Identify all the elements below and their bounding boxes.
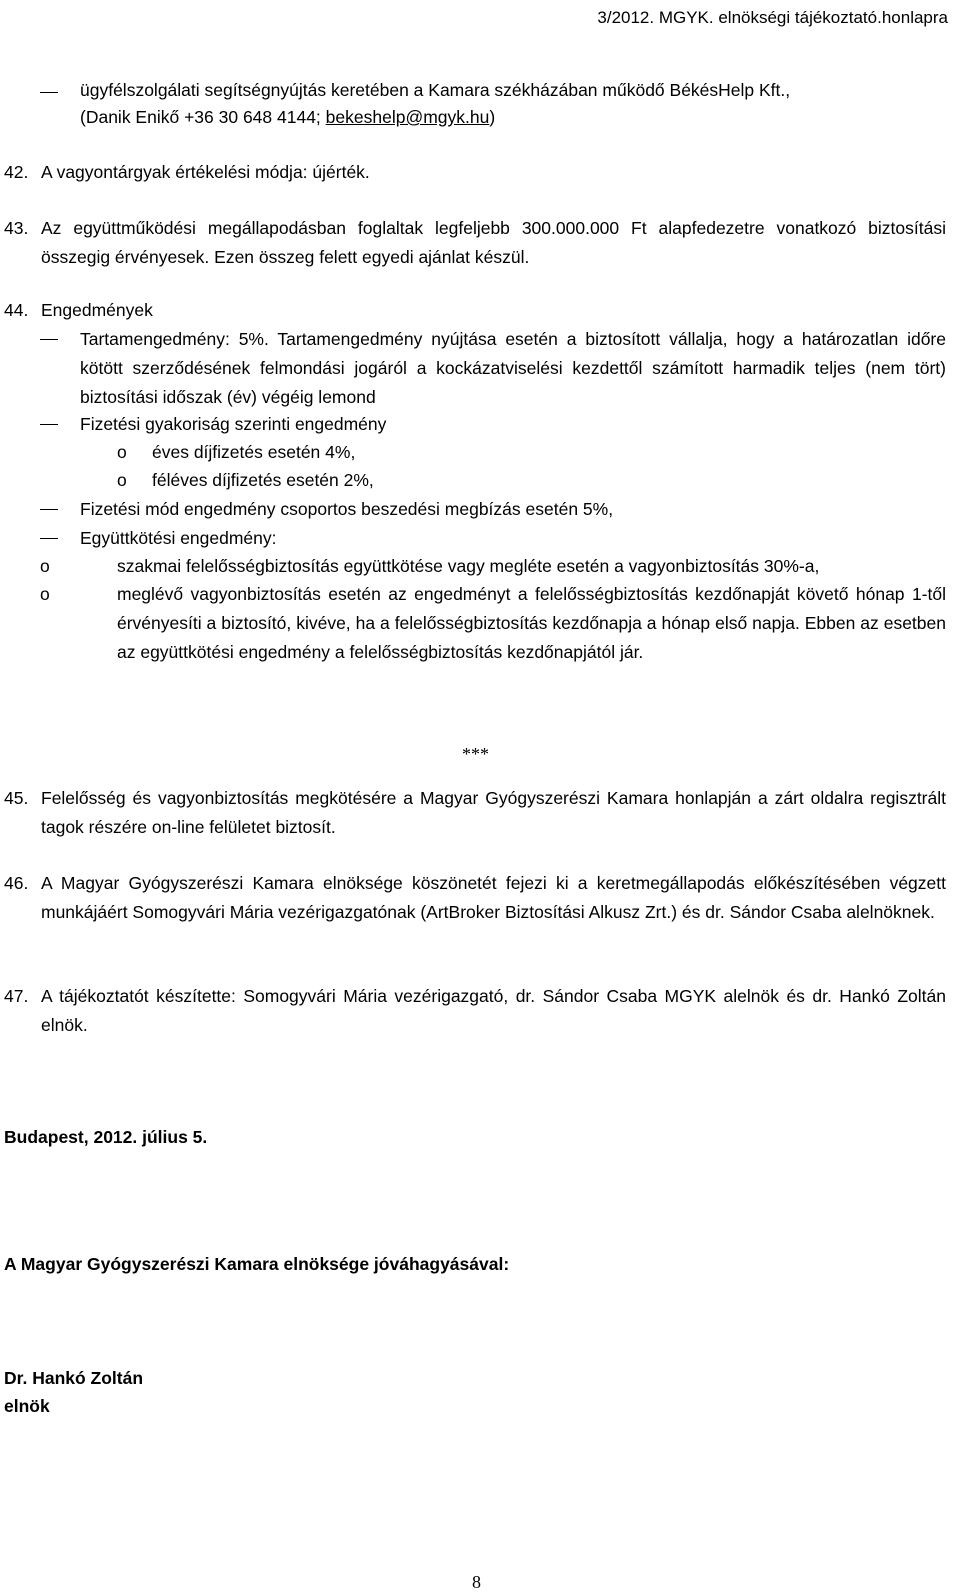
item-47-text: A tájékoztatót készítette: Somogyvári Mária vezérigazgató, dr. Sándor Csaba MGYK alelnök és dr. Hankó Zoltán elnök. bbox=[41, 986, 946, 1035]
item-number-47: 47. bbox=[4, 986, 29, 1006]
item-46-text: A Magyar Gyógyszerészi Kamara elnöksége köszönetét fejezi ki a keretmegállapodás előkészítésében végzett munkájáért Somogyvári Mária vezérigazgatónak (ArtBroker Biztosítási Alkusz Zrt.) és dr. Sándor Csaba alelnöknek. bbox=[41, 873, 946, 922]
signer-name: Dr. Hankó Zoltán bbox=[4, 1368, 144, 1388]
intro-contact: (Danik Enikő +36 30 648 4144; bbox=[80, 107, 326, 127]
item-42-text: A vagyontárgyak értékelési módja: újérték. bbox=[41, 162, 370, 182]
item-number-44: 44. bbox=[4, 300, 29, 320]
discount-payment-frequency: Fizetési gyakoriság szerinti engedmény bbox=[80, 414, 387, 434]
item-43-text: Az együttműködési megállapodásban foglaltak legfeljebb 300.000.000 Ft alapfedezetre vonatkozó biztosítási összegig érvényesek. Ezen összeg felett egyedi ajánlat készül. bbox=[41, 218, 946, 267]
dash-bullet bbox=[40, 92, 58, 93]
separator-stars: *** bbox=[462, 744, 489, 764]
circle-bullet: o bbox=[40, 556, 50, 576]
item-45-text: Felelősség és vagyonbiztosítás megkötésére a Magyar Gyógyszerészi Kamara honlapján a zárt oldalra regisztrált tagok részére on-line felületet biztosít. bbox=[41, 788, 946, 837]
item-number-42: 42. bbox=[4, 162, 29, 182]
item-44-title: Engedmények bbox=[41, 300, 153, 320]
circle-bullet: o bbox=[117, 470, 127, 490]
discount-semiannual: féléves díjfizetés esetén 2%, bbox=[152, 470, 374, 490]
discount-term: Tartamengedmény: 5%. Tartamengedmény nyújtása esetén a biztosított vállalja, hogy a határozatlan időre kötött szerződésének felmondási jogáról a kockázatviselési kezdettől számított harmadik teljes (nem tört) biztosítási időszak (év) végéig lemond bbox=[80, 329, 946, 407]
intro-contact-end: ) bbox=[489, 107, 496, 127]
email-link[interactable]: bekeshelp@mgyk.hu bbox=[325, 107, 490, 127]
page-number: 8 bbox=[472, 1572, 481, 1592]
dash-bullet bbox=[40, 424, 58, 425]
item-number-46: 46. bbox=[4, 873, 29, 893]
dash-bullet bbox=[40, 339, 58, 340]
circle-bullet: o bbox=[40, 584, 50, 604]
circle-bullet: o bbox=[117, 442, 127, 462]
dash-bullet bbox=[40, 538, 58, 539]
place-and-date: Budapest, 2012. július 5. bbox=[4, 1127, 208, 1147]
discount-combined: Együttkötési engedmény: bbox=[80, 528, 277, 548]
discount-payment-method: Fizetési mód engedmény csoportos beszedési megbízás esetén 5%, bbox=[80, 499, 614, 519]
discount-combined-liability: szakmai felelősségbiztosítás együttkötése vagy megléte esetén a vagyonbiztosítás 30%-a, bbox=[117, 556, 820, 576]
item-number-43: 43. bbox=[4, 218, 29, 238]
discount-combined-existing: meglévő vagyonbiztosítás esetén az engedményt a felelősségbiztosítás kezdőnapját követő hónap 1-től érvényesíti a biztosító, kivéve, ha a felelősségbiztosítás kezdőnapja a hónap első napja. Ebben az esetben az együttkötési engedmény a felelősségbiztosítás kezdőnapjától jár. bbox=[117, 584, 946, 662]
intro-item-line2 bbox=[80, 103, 946, 132]
signer-title: elnök bbox=[4, 1396, 50, 1416]
item-number-45: 45. bbox=[4, 788, 29, 808]
dash-bullet bbox=[40, 509, 58, 510]
approval-line: A Magyar Gyógyszerészi Kamara elnöksége jóváhagyásával: bbox=[4, 1254, 510, 1274]
discount-annual: éves díjfizetés esetén 4%, bbox=[152, 442, 356, 462]
intro-item-line1: ügyfélszolgálati segítségnyújtás keretében a Kamara székházában működő BékésHelp Kft., bbox=[80, 80, 791, 100]
running-header: 3/2012. MGYK. elnökségi tájékoztató.honlapra bbox=[597, 8, 948, 27]
